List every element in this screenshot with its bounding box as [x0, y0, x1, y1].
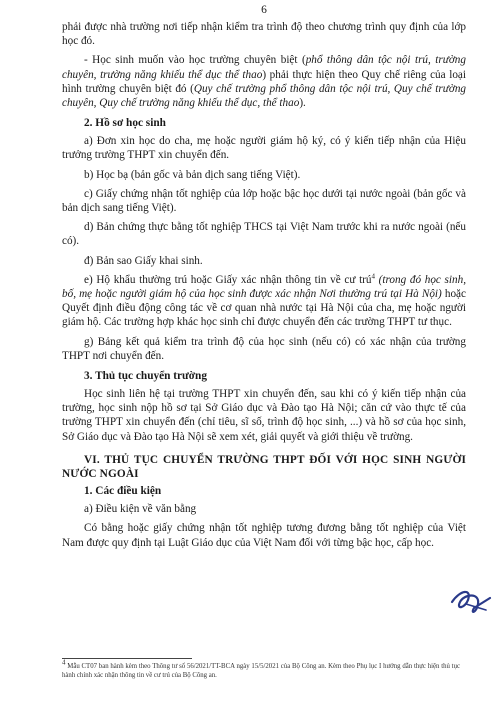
section-2-item-dd: đ) Bản sao Giấy khai sinh.	[84, 254, 203, 267]
section-2-item-c: c) Giấy chứng nhận tốt nghiệp của lớp hoặc bậc học dưới tại nước ngoài (bản gốc và bản dịch sang tiếng Việt).	[62, 187, 466, 215]
footnote-divider	[62, 658, 192, 659]
section-2-heading: 2. Hồ sơ học sinh	[84, 117, 166, 130]
page-number: 6	[261, 4, 267, 16]
section-vi-subheading: 1. Các điều kiện	[84, 485, 162, 498]
intro-paragraph-1: phải được nhà trường nơi tiếp nhận kiểm tra trình độ theo chương trình quy định của lớp học đó.	[62, 21, 466, 48]
section-2-item-e: e) Hộ khẩu thường trú hoặc Giấy xác nhận thông tin về cư trú$^4$ (trong đó học sinh, bố, mẹ hoặc người giám hộ của học sinh được xác nhận Nơi thường trú tại Hà Nội) hoặc Quyết định điều động công tác về cơ quan nhà nước tại Hà Nội của cha, mẹ hoặc người giám hộ. Các trường hợp khác học sinh chỉ được chuyển đến các trường THPT tư thục.	[62, 272, 466, 329]
section-3-heading: 3. Thủ tục chuyển trường	[84, 370, 207, 383]
footnote: $^4$ Mẫu CT07 ban hành kèm theo Thông tư số 56/2021/TT-BCA ngày 15/5/2021 của Bộ Công an. Kèm theo Phụ lục I hướng dẫn thực hiện thủ tục hành chính xác nhận thông tin về cư trú của Bộ Công an.	[62, 658, 460, 679]
section-vi-paragraph: Có bằng hoặc giấy chứng nhận tốt nghiệp tương đương bằng tốt nghiệp của Việt Nam được quy định tại Luật Giáo dục của Việt Nam đối với từng bậc học, cấp học.	[62, 522, 466, 549]
handwritten-initials-icon	[446, 582, 496, 618]
section-vi-heading: VI. THỦ TỤC CHUYỂN TRƯỜNG THPT ĐỐI VỚI HỌC SINH NGƯỜI NƯỚC NGOÀI	[62, 453, 466, 481]
intro-paragraph-2: - Học sinh muốn vào học trường chuyên biệt (phổ thông dân tộc nội trú, trường chuyên, trường năng khiếu thể dục thể thao) phải thực hiện theo Quy chế riêng của loại hình trường chuyên biệt đó (Quy chế trường phổ thông dân tộc nội trú, Quy chế trường chuyên, Quy chế trường năng khiếu thể dục, thể thao).	[62, 54, 467, 110]
section-vi-item-a-label: a) Điều kiện về văn bằng	[84, 503, 197, 516]
section-2-item-d: d) Bản chứng thực bằng tốt nghiệp THCS tại Việt Nam trước khi ra nước ngoài (nếu có).	[62, 221, 466, 248]
section-2-item-a: a) Đơn xin học do cha, mẹ hoặc người giám hộ ký, có ý kiến tiếp nhận của Hiệu trưởng trường THPT xin chuyển đến.	[62, 135, 466, 162]
section-2-item-b: b) Học bạ (bản gốc và bản dịch sang tiếng Việt).	[84, 168, 301, 181]
footnote-ref: 4	[371, 272, 375, 281]
section-2-item-g: g) Bảng kết quả kiểm tra trình độ của học sinh (nếu có) có xác nhận của trường THPT nơi chuyển đến.	[62, 335, 466, 362]
section-3-paragraph: Học sinh liên hệ tại trường THPT xin chuyển đến, sau khi có ý kiến tiếp nhận của trường, học sinh nộp hồ sơ tại Sở Giáo dục và Đào tạo Hà Nội; căn cứ vào thực tế của trường THPT xin chuyển đến (chỉ tiêu, sĩ số, trình độ học sinh, ...) và hồ sơ của học sinh, Sở Giáo dục và Đào tạo Hà Nội sẽ xem xét, giải quyết và giới thiệu về trường.	[62, 388, 466, 443]
